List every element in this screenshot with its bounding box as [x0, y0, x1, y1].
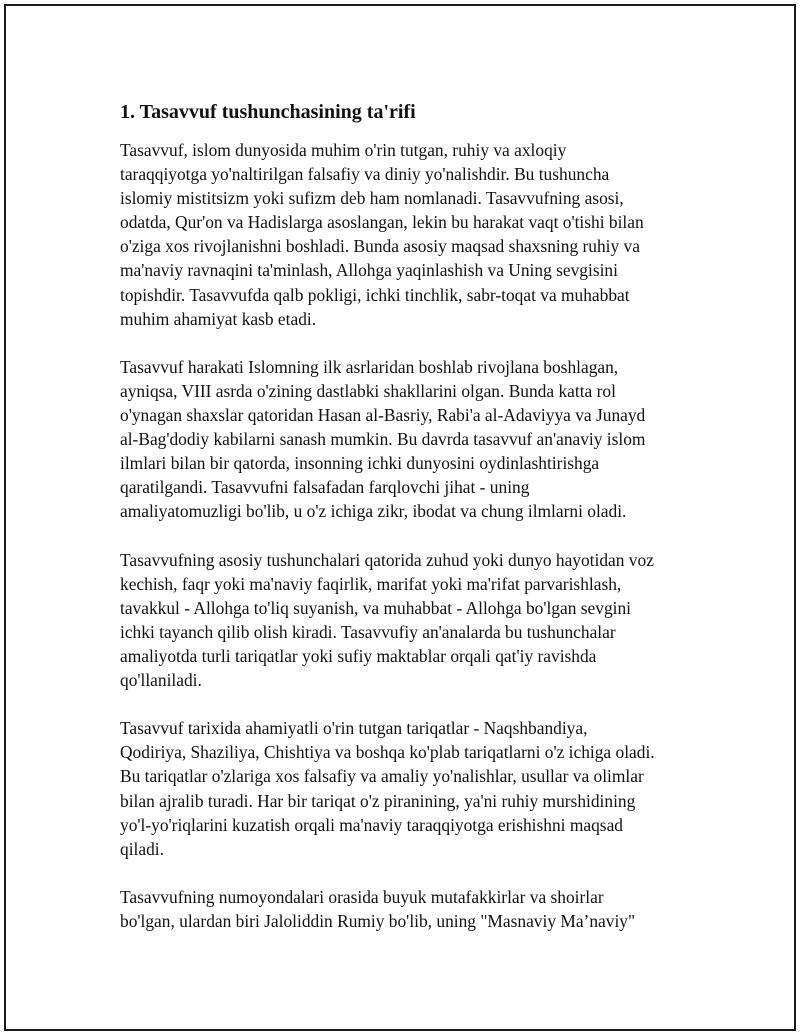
paragraph-4 [120, 716, 698, 861]
text-line: o'ziga xos rivojlanishni boshladi. Bunda asosiy maqsad shaxsning ruhiy va [120, 236, 640, 257]
document-body [120, 98, 698, 957]
text-line: ilmlari bilan bir qatorda, insonning ichki dunyosini oydinlashtirishga [120, 453, 600, 474]
text-line: topishdir. Tasavvufda qalb pokligi, ichki tinchlik, sabr-toqat va muhabbat [120, 284, 630, 305]
paragraph-1 [120, 138, 698, 331]
text-line: Tasavvufning numoyondalari orasida buyuk mutafakkirlar va shoirlar [120, 886, 604, 907]
text-line: tavakkul - Allohga to'liq suyanish, va muhabbat - Allohga bo'lgan sevgini [120, 597, 632, 618]
text-line: qiladi. [120, 838, 164, 859]
text-line: Bu tariqatlar o'zlariga xos falsafiy va amaliy yo'nalishlar, usullar va olimlar [120, 766, 644, 787]
paragraph-3 [120, 548, 698, 693]
text-line: islomiy mistitsizm yoki sufizm deb ham nomlanadi. Tasavvufning asosi, [120, 188, 624, 209]
text-line: bo'lgan, ulardan biri Jaloliddin Rumiy bo'lib, uning "Masnaviy Ma’naviy" [120, 911, 636, 931]
text-line: ma'naviy ravnaqini ta'minlash, Allohga yaqinlashish va Uning sevgisini [120, 260, 618, 281]
section-heading: 1. Tasavvuf tushunchasining ta'rifi [120, 101, 416, 123]
text-line: ichki tayanch qilib olish kiradi. Tasavvufiy an'analarda bu tushunchalar [120, 621, 616, 642]
text-line: Tasavvuf tarixida ahamiyatli o'rin tutgan tariqatlar - Naqshbandiya, [120, 718, 588, 739]
text-line: bilan ajralib turadi. Har bir tariqat o'z piranining, ya'ni ruhiy murshidining [120, 790, 636, 811]
paragraph-5 [120, 885, 698, 933]
paragraph-2 [120, 355, 698, 524]
text-line: al-Bag'dodiy kabilarni sanash mumkin. Bu davrda tasavvuf an'anaviy islom [120, 429, 646, 450]
text-line: ayniqsa, VIII asrda o'zining dastlabki shakllarini olgan. Bunda katta rol [120, 380, 616, 401]
text-line: Tasavvufning asosiy tushunchalari qatorida zuhud yoki dunyo hayotidan voz [120, 549, 654, 570]
text-line: Qodiriya, Shaziliya, Chishtiya va boshqa ko'plab tariqatlarni o'z ichiga oladi. [120, 742, 655, 763]
text-line: qo'llaniladi. [120, 670, 202, 691]
text-line: muhim ahamiyat kasb etadi. [120, 308, 317, 329]
text-line: yo'l-yo'riqlarini kuzatish orqali ma'naviy taraqqiyotga erishishni maqsad [120, 814, 623, 835]
text-line: amaliyotda turli tariqatlar yoki sufiy maktablar orqali qat'iy ravishda [120, 645, 597, 666]
text-line: Tasavvuf harakati Islomning ilk asrlaridan boshlab rivojlana boshlagan, [120, 356, 619, 377]
text-line: taraqqiyotga yo'naltirilgan falsafiy va diniy yo'nalishdir. Bu tushuncha [120, 164, 610, 185]
text-line: odatda, Qur'on va Hadislarga asoslangan, lekin bu harakat vaqt o'tishi bilan [120, 212, 644, 233]
text-line: kechish, faqr yoki ma'naviy faqirlik, marifat yoki ma'rifat parvarishlash, [120, 573, 622, 594]
text-line: qaratilgandi. Tasavvufni falsafadan farqlovchi jihat - uning [120, 477, 530, 498]
text-line: amaliyatomuzligi bo'lib, u o'z ichiga zikr, ibodat va chung ilmlarni oladi. [120, 501, 627, 522]
text-line: Tasavvuf, islom dunyosida muhim o'rin tutgan, ruhiy va axloqiy [120, 140, 567, 160]
text-line: o'ynagan shaxslar qatoridan Hasan al-Basriy, Rabi'a al-Adaviyya va Junayd [120, 405, 646, 426]
page-frame [4, 4, 796, 1031]
